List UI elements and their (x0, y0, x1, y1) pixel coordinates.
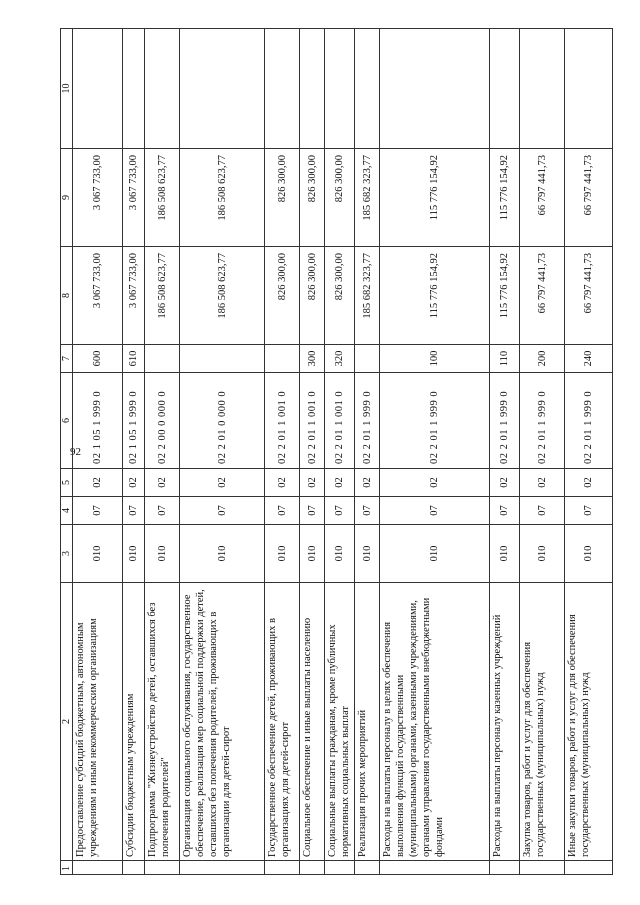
cell-admin-code: 010 (355, 525, 380, 583)
cell-admin-code: 010 (180, 525, 265, 583)
cell-subsection: 02 (180, 469, 265, 497)
table-row (520, 29, 565, 875)
cell-expense-type: 300 (300, 345, 325, 373)
cell-target-article: 02 2 01 1 999 0 (380, 373, 490, 469)
cell-name: Расходы на выплаты персоналу в целях обеспечения выполнения функций государственными (муниципальными) органами, казенными учреждениями, органами управления государственными внебюджетными фондами (380, 583, 490, 861)
cell-expense-type (145, 345, 180, 373)
cell-col1 (73, 861, 123, 875)
cell-amount-8: 186 508 623,77 (145, 247, 180, 345)
cell-subsection: 02 (325, 469, 355, 497)
cell-expense-type: 240 (565, 345, 613, 373)
table-row (355, 29, 380, 875)
cell-col10 (520, 29, 565, 149)
cell-admin-code: 010 (123, 525, 145, 583)
cell-name: Реализация прочих мероприятий (355, 583, 380, 861)
header-cell: 3 (61, 525, 73, 583)
cell-col10 (355, 29, 380, 149)
table-row (265, 29, 300, 875)
cell-subsection: 02 (145, 469, 180, 497)
cell-amount-9: 66 797 441,73 (565, 149, 613, 247)
cell-col10 (565, 29, 613, 149)
cell-amount-9: 3 067 733,00 (123, 149, 145, 247)
cell-name: Подпрограмма "Жизнеустройство детей, оставшихся без попечения родителей" (145, 583, 180, 861)
cell-target-article: 02 2 01 1 001 0 (265, 373, 300, 469)
cell-expense-type: 610 (123, 345, 145, 373)
cell-col10 (325, 29, 355, 149)
cell-target-article: 02 2 01 1 999 0 (355, 373, 380, 469)
table-row (180, 29, 265, 875)
cell-target-article: 02 2 01 1 999 0 (520, 373, 565, 469)
cell-name: Закупка товаров, работ и услуг для обеспечения государственных (муниципальных) нужд (520, 583, 565, 861)
cell-subsection: 02 (490, 469, 520, 497)
cell-name: Предоставление субсидий бюджетным, автономным учреждениям и иным некоммерческим организациям (73, 583, 123, 861)
cell-name: Социальное обеспечение и иные выплаты населению (300, 583, 325, 861)
cell-admin-code: 010 (265, 525, 300, 583)
cell-amount-9: 826 300,00 (300, 149, 325, 247)
page-number: 92 (70, 446, 81, 458)
cell-expense-type: 600 (73, 345, 123, 373)
cell-name: Государственное обеспечение детей, проживающих в организациях для детей-сирот (265, 583, 300, 861)
cell-amount-8: 185 682 323,77 (355, 247, 380, 345)
cell-subsection: 02 (355, 469, 380, 497)
cell-target-article: 02 2 01 1 999 0 (490, 373, 520, 469)
cell-section: 07 (325, 497, 355, 525)
cell-section: 07 (565, 497, 613, 525)
cell-subsection: 02 (123, 469, 145, 497)
cell-target-article: 02 2 01 1 001 0 (300, 373, 325, 469)
table-row (123, 29, 145, 875)
cell-target-article: 02 1 05 1 999 0 (123, 373, 145, 469)
cell-col1 (300, 861, 325, 875)
table-row (145, 29, 180, 875)
cell-section: 07 (490, 497, 520, 525)
cell-col1 (325, 861, 355, 875)
cell-name: Социальные выплаты гражданам, кроме публичных нормативных социальных выплат (325, 583, 355, 861)
cell-subsection: 02 (265, 469, 300, 497)
cell-col10 (380, 29, 490, 149)
cell-col10 (145, 29, 180, 149)
header-cell: 2 (61, 583, 73, 861)
table-row (325, 29, 355, 875)
cell-target-article: 02 2 01 1 999 0 (565, 373, 613, 469)
cell-col1 (380, 861, 490, 875)
cell-col1 (145, 861, 180, 875)
cell-section: 07 (145, 497, 180, 525)
header-cell: 6 (61, 373, 73, 469)
cell-col1 (520, 861, 565, 875)
cell-amount-8: 826 300,00 (325, 247, 355, 345)
cell-admin-code: 010 (145, 525, 180, 583)
cell-amount-8: 3 067 733,00 (123, 247, 145, 345)
cell-col10 (300, 29, 325, 149)
cell-col10 (123, 29, 145, 149)
cell-admin-code: 010 (73, 525, 123, 583)
cell-amount-9: 186 508 623,77 (180, 149, 265, 247)
cell-amount-8: 115 776 154,92 (380, 247, 490, 345)
table-row (565, 29, 613, 875)
cell-col1 (355, 861, 380, 875)
budget-table (60, 28, 613, 875)
cell-expense-type: 200 (520, 345, 565, 373)
header-cell: 9 (61, 149, 73, 247)
cell-amount-8: 115 776 154,92 (490, 247, 520, 345)
cell-col1 (565, 861, 613, 875)
cell-admin-code: 010 (300, 525, 325, 583)
cell-section: 07 (355, 497, 380, 525)
cell-admin-code: 010 (380, 525, 490, 583)
cell-amount-9: 185 682 323,77 (355, 149, 380, 247)
cell-admin-code: 010 (565, 525, 613, 583)
cell-amount-9: 115 776 154,92 (490, 149, 520, 247)
header-cell: 8 (61, 247, 73, 345)
header-cell: 4 (61, 497, 73, 525)
cell-col10 (180, 29, 265, 149)
cell-col1 (265, 861, 300, 875)
table-row (73, 29, 123, 875)
cell-expense-type: 320 (325, 345, 355, 373)
header-cell: 10 (61, 29, 73, 149)
cell-amount-8: 826 300,00 (300, 247, 325, 345)
cell-target-article: 02 2 01 0 000 0 (180, 373, 265, 469)
cell-col10 (73, 29, 123, 149)
cell-amount-9: 3 067 733,00 (73, 149, 123, 247)
cell-amount-8: 66 797 441,73 (565, 247, 613, 345)
cell-subsection: 02 (73, 469, 123, 497)
cell-subsection: 02 (565, 469, 613, 497)
cell-amount-8: 3 067 733,00 (73, 247, 123, 345)
cell-amount-9: 115 776 154,92 (380, 149, 490, 247)
cell-admin-code: 010 (520, 525, 565, 583)
cell-admin-code: 010 (490, 525, 520, 583)
cell-expense-type: 110 (490, 345, 520, 373)
cell-expense-type: 100 (380, 345, 490, 373)
cell-col1 (123, 861, 145, 875)
cell-section: 07 (265, 497, 300, 525)
cell-section: 07 (300, 497, 325, 525)
cell-name: Субсидии бюджетным учреждениям (123, 583, 145, 861)
cell-subsection: 02 (380, 469, 490, 497)
cell-expense-type (355, 345, 380, 373)
cell-amount-8: 826 300,00 (265, 247, 300, 345)
cell-amount-8: 66 797 441,73 (520, 247, 565, 345)
header-row (61, 29, 73, 875)
header-cell: 1 (61, 861, 73, 875)
cell-section: 07 (380, 497, 490, 525)
cell-subsection: 02 (300, 469, 325, 497)
cell-amount-9: 186 508 623,77 (145, 149, 180, 247)
cell-section: 07 (123, 497, 145, 525)
cell-section: 07 (180, 497, 265, 525)
cell-section: 07 (73, 497, 123, 525)
cell-target-article: 02 2 01 1 001 0 (325, 373, 355, 469)
rotated-page (60, 29, 640, 875)
cell-amount-8: 186 508 623,77 (180, 247, 265, 345)
table-row (380, 29, 490, 875)
cell-name: Организация социального обслуживания, государственное обеспечение, реализация мер социальной поддержки детей, оставшихся без попечения родителей, проживающих в организации для детей-сирот (180, 583, 265, 861)
header-cell: 5 (61, 469, 73, 497)
cell-name: Расходы на выплаты персоналу казенных учреждений (490, 583, 520, 861)
cell-subsection: 02 (520, 469, 565, 497)
cell-target-article: 02 2 00 0 000 0 (145, 373, 180, 469)
cell-col10 (490, 29, 520, 149)
cell-amount-9: 826 300,00 (325, 149, 355, 247)
cell-expense-type (180, 345, 265, 373)
header-cell: 7 (61, 345, 73, 373)
cell-expense-type (265, 345, 300, 373)
cell-col1 (180, 861, 265, 875)
cell-name: Иные закупки товаров, работ и услуг для обеспечения государственных (муниципальных) нужд (565, 583, 613, 861)
cell-amount-9: 826 300,00 (265, 149, 300, 247)
table-row (490, 29, 520, 875)
cell-col1 (490, 861, 520, 875)
cell-admin-code: 010 (325, 525, 355, 583)
cell-target-article: 02 1 05 1 999 0 (73, 373, 123, 469)
table-row (300, 29, 325, 875)
cell-col10 (265, 29, 300, 149)
cell-amount-9: 66 797 441,73 (520, 149, 565, 247)
cell-section: 07 (520, 497, 565, 525)
